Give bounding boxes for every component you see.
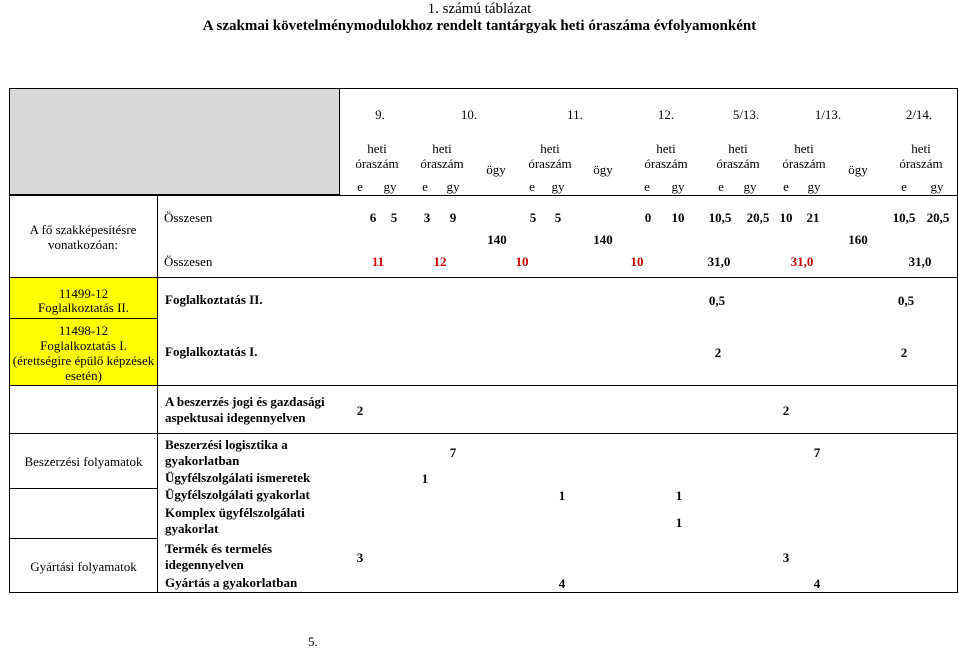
subject-label: Ügyfélszolgálati gyakorlat [165, 487, 310, 502]
subject-value: 3 [356, 550, 364, 565]
summary-scope-label: A fő szakképesítésre vonatkozóan: [29, 222, 137, 252]
summary-row1-value: 21 [806, 210, 820, 225]
subject-value: 1 [675, 488, 683, 503]
subject-value: 1 [675, 515, 683, 530]
gy-11: gy [551, 179, 565, 194]
rule-block-1 [9, 385, 958, 386]
grade-2-14: 2/14. [905, 107, 933, 122]
e-11: e [529, 179, 535, 194]
module-code: 11498-12 [58, 323, 109, 338]
summary-row2-value: 10 [630, 254, 644, 269]
summary-row1-value: 6 [369, 210, 377, 225]
table-caption: 1. számú táblázat [427, 1, 532, 17]
subject-value: 7 [813, 445, 821, 460]
gy-2-14: gy [930, 179, 944, 194]
e-10: e [422, 179, 428, 194]
hours-header-5-13: heti óraszám [716, 141, 760, 171]
grade-9: 9. [375, 107, 385, 122]
module-foglalkoztatas-ii-cell [10, 278, 157, 318]
grade-12: 12. [657, 107, 675, 122]
summary-ogy-value: 140 [593, 232, 613, 247]
hours-header-12: heti óraszám [644, 141, 688, 171]
summary-row2-value: 31,0 [908, 254, 932, 269]
subject-label: Termék és termelés idegennyelven [165, 541, 273, 572]
subject-value: 4 [813, 576, 821, 591]
summary-ogy-value: 160 [848, 232, 868, 247]
summary-row1-label: Összesen [164, 210, 213, 225]
subject-label: Foglalkoztatás II. [165, 292, 263, 307]
subject-value: 7 [449, 445, 457, 460]
module-note: (érettségire épülő képzések esetén) [12, 353, 155, 383]
summary-row1-value: 5 [554, 210, 562, 225]
summary-ogy-value: 140 [487, 232, 507, 247]
rule-left-column [157, 196, 158, 593]
hours-header-11: heti óraszám [528, 141, 572, 171]
e-1-13: e [783, 179, 789, 194]
module-code: 11499-12 [58, 286, 109, 301]
hours-header-9: heti óraszám [355, 141, 399, 171]
gy-9: gy [383, 179, 397, 194]
subject-label: Komplex ügyfélszolgálati gyakorlat [165, 505, 305, 536]
subject-label: Ügyfélszolgálati ismeretek [165, 470, 311, 485]
subject-value: 1 [558, 488, 566, 503]
summary-row2-value: 31,0 [790, 254, 814, 269]
grade-11: 11. [567, 107, 583, 122]
subject-label: Beszerzési logisztika a gyakorlatban [165, 437, 288, 468]
summary-row1-value: 10,5 [708, 210, 732, 225]
grade-5-13: 5/13. [732, 107, 760, 122]
summary-row2-value: 12 [433, 254, 447, 269]
hours-header-1-13: heti óraszám [782, 141, 826, 171]
summary-row1-value: 10 [779, 210, 793, 225]
summary-row1-value: 10,5 [892, 210, 916, 225]
ogy-header-9: ögy [486, 162, 506, 177]
rule-left-3 [9, 538, 157, 539]
gy-5-13: gy [743, 179, 757, 194]
subject-value: 2 [714, 345, 722, 360]
gy-12: gy [671, 179, 685, 194]
e-9: e [357, 179, 363, 194]
subject-value: 4 [558, 576, 566, 591]
gy-1-13: gy [807, 179, 821, 194]
subject-label: Foglalkoztatás I. [165, 344, 258, 359]
summary-row2-value: 11 [371, 254, 385, 269]
module-name: Foglalkoztatás II. [38, 300, 129, 315]
subject-value: 0,5 [708, 293, 726, 308]
summary-row1-value: 20,5 [746, 210, 770, 225]
grade-10: 10. [460, 107, 478, 122]
ogy-header-5-13: ögy [848, 162, 868, 177]
subject-value: 2 [356, 403, 364, 418]
summary-row1-value: 3 [423, 210, 431, 225]
page-number: 5. [308, 634, 318, 649]
module-name: Foglalkoztatás I. [40, 338, 127, 353]
hours-header-10: heti óraszám [420, 141, 464, 171]
summary-row1-value: 10 [671, 210, 685, 225]
subject-label: A beszerzés jogi és gazdasági aspektusai idegennyelven [165, 394, 325, 425]
subject-value: 2 [782, 403, 790, 418]
grade-1-13: 1/13. [814, 107, 842, 122]
ogy-header-11: ögy [593, 162, 613, 177]
summary-row1-value: 5 [529, 210, 537, 225]
subject-value: 2 [900, 345, 908, 360]
rule-header-bottom [9, 195, 958, 196]
summary-row1-value: 9 [449, 210, 457, 225]
module-foglalkoztatas-i-cell [10, 319, 157, 385]
subject-value: 3 [782, 550, 790, 565]
table-title: A szakmai követelménymodulokhoz rendelt tantárgyak heti óraszáma évfolyamonként [202, 18, 757, 34]
e-5-13: e [718, 179, 724, 194]
e-2-14: e [901, 179, 907, 194]
e-12: e [644, 179, 650, 194]
summary-row1-value: 20,5 [926, 210, 950, 225]
subject-label: Gyártás a gyakorlatban [165, 575, 298, 590]
module-gyartasi-folyamatok: Gyártási folyamatok [30, 559, 137, 574]
subject-value: 1 [421, 471, 429, 486]
summary-row1-value: 0 [644, 210, 652, 225]
rule-block-2 [9, 433, 958, 434]
summary-row2-value: 31,0 [707, 254, 731, 269]
summary-row2-label: Összesen [164, 254, 213, 269]
subject-value: 0,5 [897, 293, 915, 308]
summary-row1-value: 5 [390, 210, 398, 225]
module-beszerzesi-folyamatok: Beszerzési folyamatok [24, 454, 143, 469]
gy-10: gy [446, 179, 460, 194]
rule-left-2 [9, 488, 157, 489]
summary-row2-value: 10 [515, 254, 529, 269]
hours-header-2-14: heti óraszám [899, 141, 943, 171]
